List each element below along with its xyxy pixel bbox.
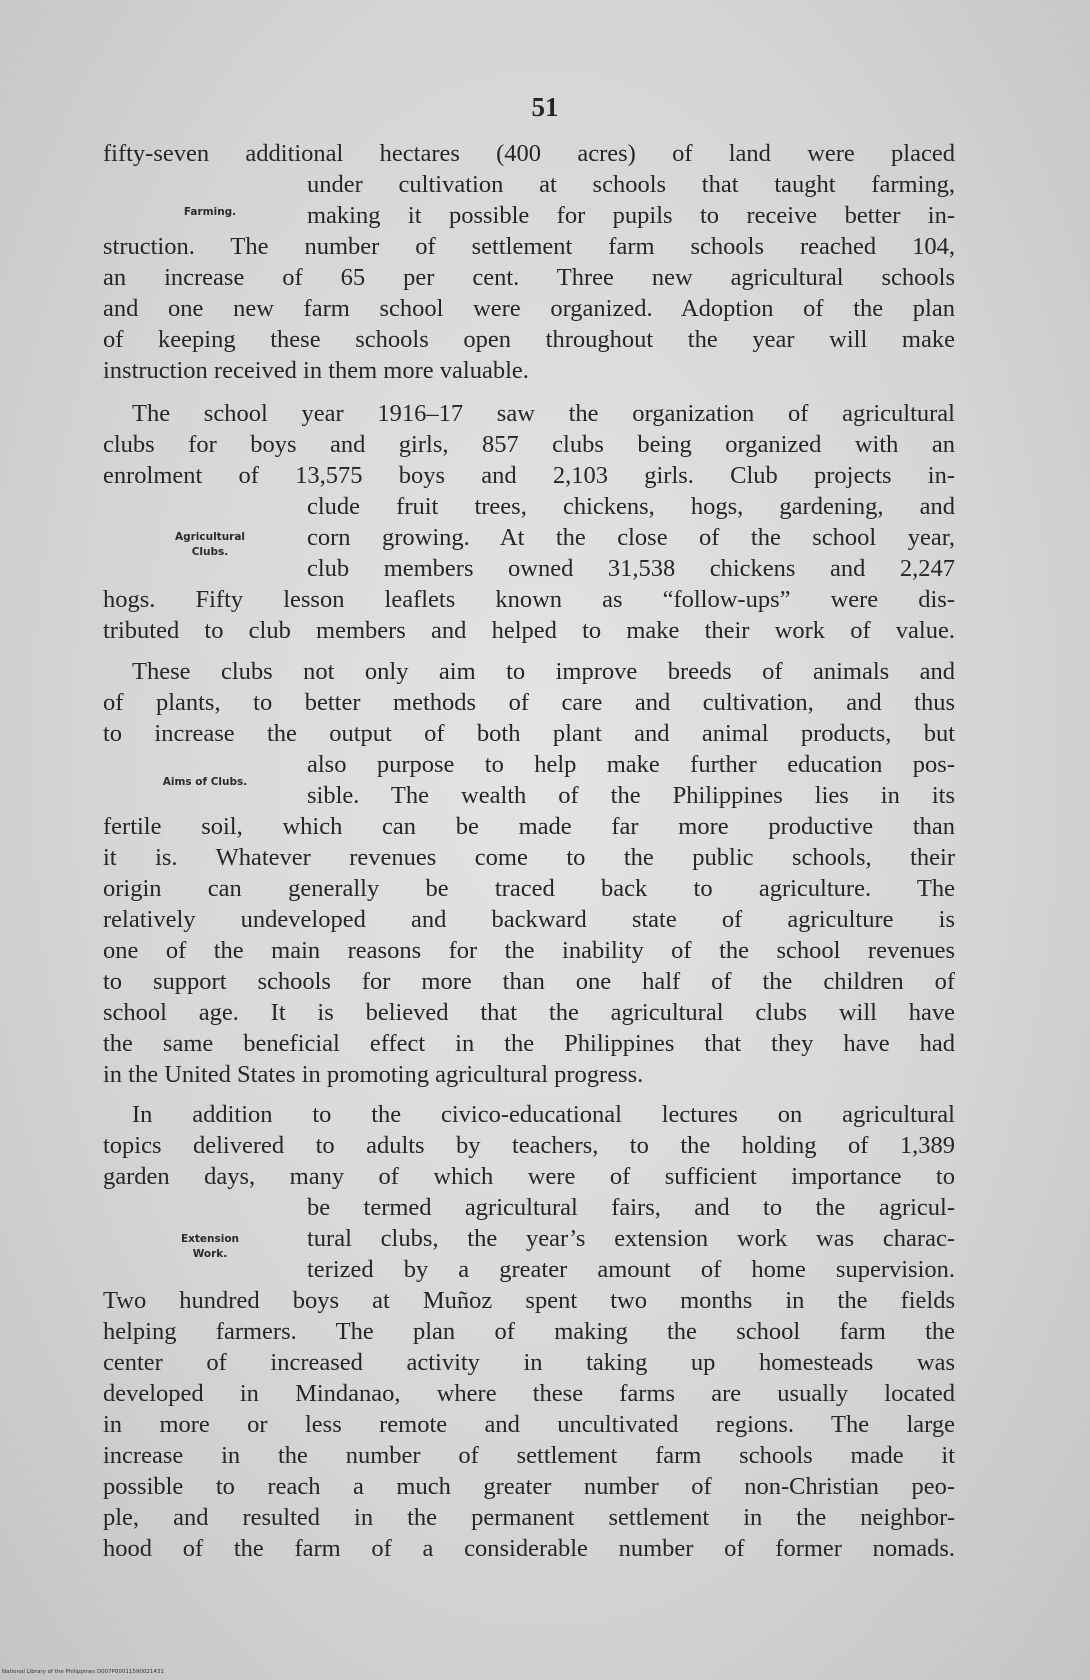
text-line: developed in Mindanao, where these farms are usually located [103, 1380, 955, 1407]
text-line: instruction received in them more valuable. [103, 357, 529, 384]
text-line: corn growing. At the close of the school year, [307, 524, 955, 551]
side-note-text: Aims of Clubs. [162, 776, 248, 788]
text-line: school age. It is believed that the agricultural clubs will have [103, 999, 955, 1026]
text-line: Two hundred boys at Muñoz spent two months in the fields [103, 1287, 955, 1314]
text-line: tributed to club members and helped to make their work of value. [103, 617, 955, 644]
side-note-text: Work. [192, 1248, 228, 1260]
page-number: 51 [531, 92, 559, 122]
text-line: increase in the number of settlement farm schools made it [103, 1442, 955, 1469]
text-line: hogs. Fifty lesson leaflets known as “follow-ups” were dis- [103, 586, 955, 613]
text-line: center of increased activity in taking up homesteads was [103, 1349, 955, 1376]
text-line: clude fruit trees, chickens, hogs, gardening, and [307, 493, 955, 520]
text-line: clubs for boys and girls, 857 clubs being organized with an [103, 431, 955, 458]
text-line: terized by a greater amount of home supervision. [307, 1256, 955, 1283]
text-line: ple, and resulted in the permanent settlement in the neighbor- [103, 1504, 955, 1531]
footer-credit: National Library of the Philippines D007P00011590021431 [2, 1669, 164, 1675]
text-line: The school year 1916–17 saw the organization of agricultural [132, 400, 955, 427]
text-line: be termed agricultural fairs, and to the agricul- [307, 1194, 955, 1221]
text-line: of plants, to better methods of care and cultivation, and thus [103, 689, 955, 716]
text-line: helping farmers. The plan of making the school farm the [103, 1318, 955, 1345]
side-note-extension-work [130, 1232, 290, 1262]
side-note-text: Clubs. [191, 546, 229, 558]
text-line: in more or less remote and uncultivated regions. The large [103, 1411, 955, 1438]
text-line: fifty-seven additional hectares (400 acres) of land were placed [103, 140, 955, 167]
side-note-farming [150, 205, 270, 220]
text-line: relatively undeveloped and backward state of agriculture is [103, 906, 955, 933]
text-line: under cultivation at schools that taught farming, [307, 171, 955, 198]
side-note-text: Farming. [183, 206, 237, 218]
text-line: an increase of 65 per cent. Three new agricultural schools [103, 264, 955, 291]
text-line: to increase the output of both plant and animal products, but [103, 720, 955, 747]
text-line: fertile soil, which can be made far more productive than [103, 813, 955, 840]
text-line: and one new farm school were organized. Adoption of the plan [103, 295, 955, 322]
side-note-text: Extension [180, 1233, 240, 1245]
text-line: These clubs not only aim to improve breeds of animals and [132, 658, 955, 685]
text-line: sible. The wealth of the Philippines lies in its [307, 782, 955, 809]
text-line: the same beneficial effect in the Philippines that they have had [103, 1030, 955, 1057]
text-line: In addition to the civico-educational lectures on agricultural [132, 1101, 955, 1128]
text-line: making it possible for pupils to receive better in- [307, 202, 955, 229]
text-line: also purpose to help make further education pos- [307, 751, 955, 778]
text-line: it is. Whatever revenues come to the public schools, their [103, 844, 955, 871]
side-note-text: Agricultural [174, 531, 246, 543]
text-line: topics delivered to adults by teachers, to the holding of 1,389 [103, 1132, 955, 1159]
text-line: one of the main reasons for the inability of the school revenues [103, 937, 955, 964]
text-line: in the United States in promoting agricultural progress. [103, 1061, 644, 1088]
side-note-agricultural-clubs [130, 530, 290, 560]
text-line: tural clubs, the year’s extension work was charac- [307, 1225, 955, 1252]
text-line: garden days, many of which were of sufficient importance to [103, 1163, 955, 1190]
text-line: club members owned 31,538 chickens and 2,247 [307, 555, 955, 582]
text-line: origin can generally be traced back to agriculture. The [103, 875, 955, 902]
text-line: enrolment of 13,575 boys and 2,103 girls. Club projects in- [103, 462, 955, 489]
text-line: to support schools for more than one half of the children of [103, 968, 955, 995]
text-line: of keeping these schools open throughout the year will make [103, 326, 955, 353]
text-line: struction. The number of settlement farm schools reached 104, [103, 233, 955, 260]
side-note-aims-of-clubs [125, 775, 285, 790]
text-line: hood of the farm of a considerable number of former nomads. [103, 1535, 955, 1562]
text-line: possible to reach a much greater number of non-Christian peo- [103, 1473, 955, 1500]
